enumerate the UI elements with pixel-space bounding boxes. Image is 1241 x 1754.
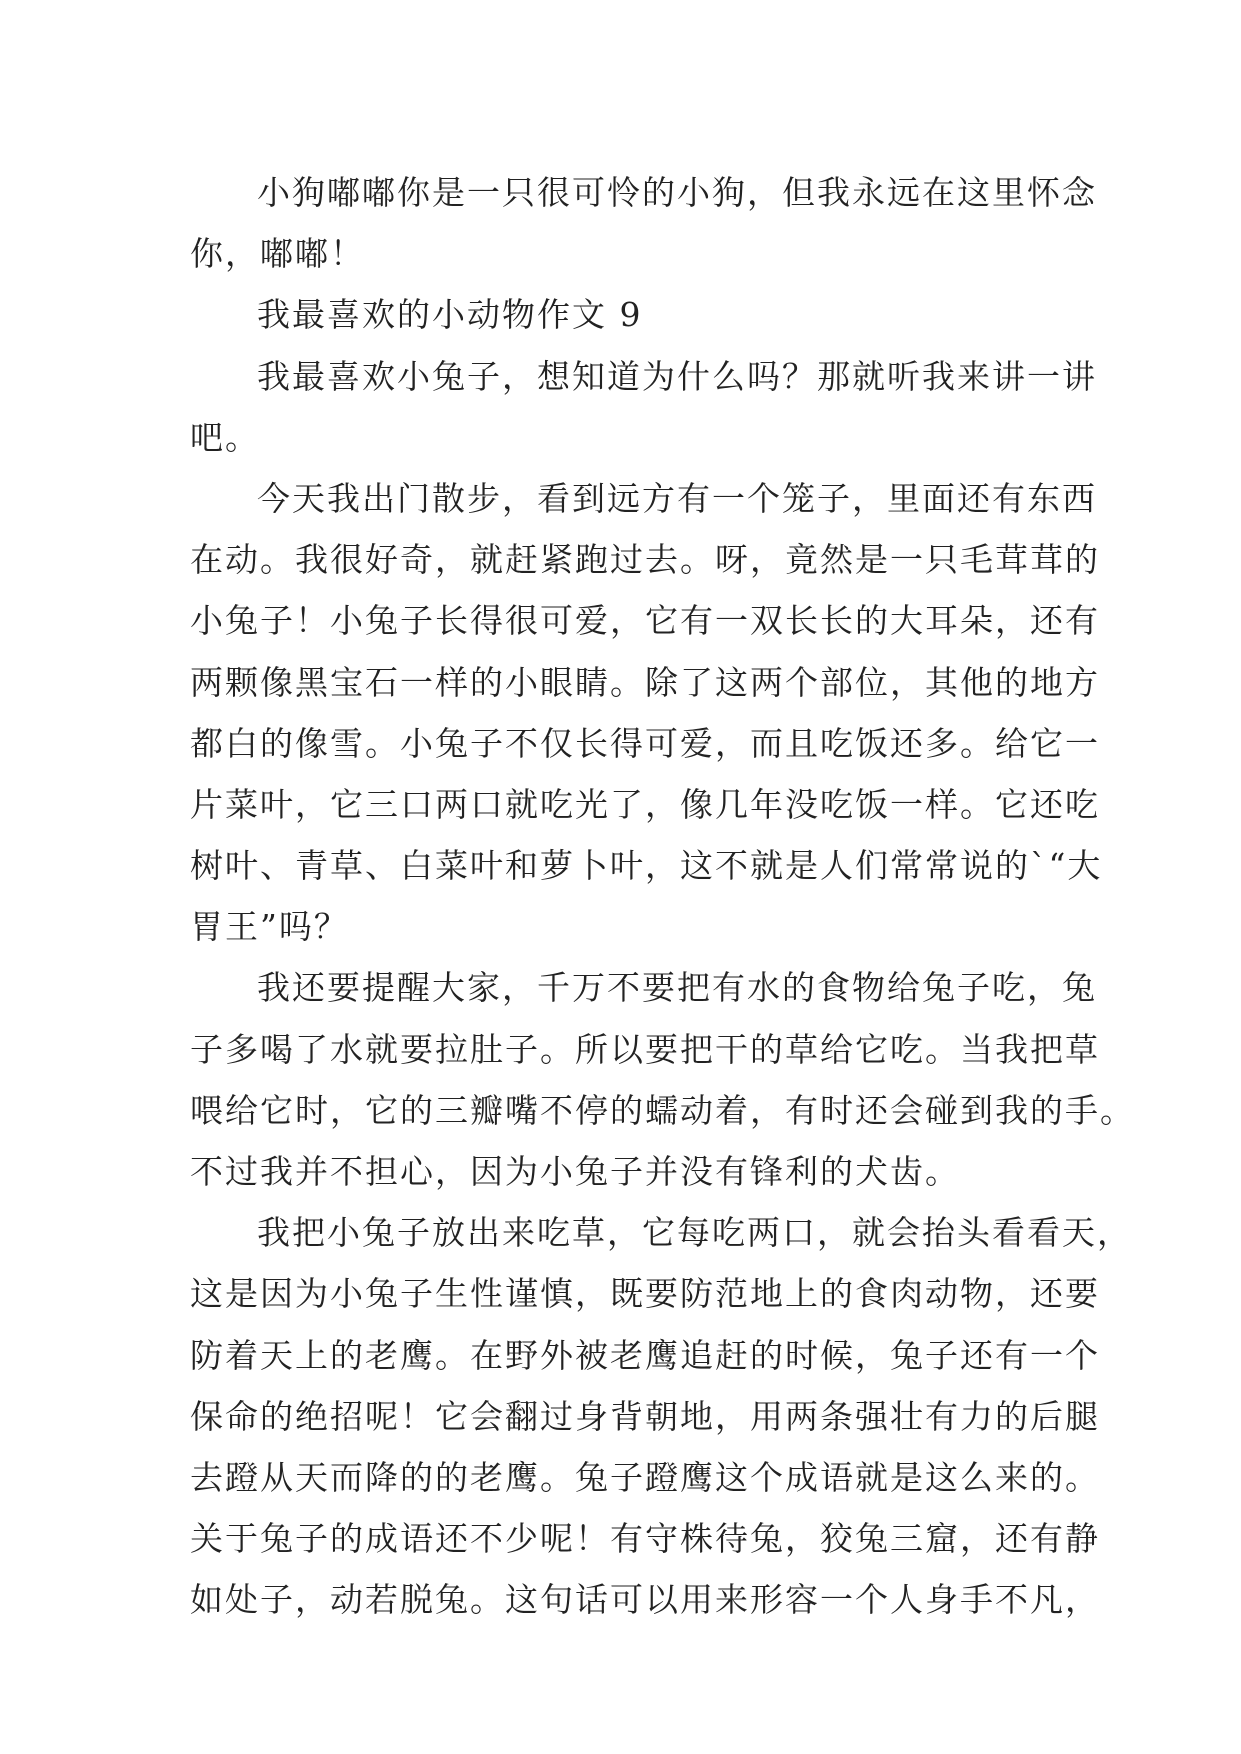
text-line: 喂给它时，它的三瓣嘴不停的蠕动着，有时还会碰到我的手。: [190, 1090, 1135, 1130]
text-line: 关于兔子的成语还不少呢！有守株待兔，狡兔三窟，还有静: [190, 1519, 1100, 1559]
text-line: 子多喝了水就要拉肚子。所以要把干的草给它吃。当我把草: [190, 1029, 1100, 1069]
text-line: 我把小兔子放出来吃草，它每吃两口，就会抬头看看天，: [257, 1213, 1132, 1253]
text-line: 今天我出门散步，看到远方有一个笼子，里面还有东西: [257, 478, 1097, 518]
text-line: 不过我并不担心，因为小兔子并没有锋利的犬齿。: [190, 1152, 960, 1191]
document-page: [190, 162, 1135, 1631]
text-line: 这是因为小兔子生性谨慎，既要防范地上的食肉动物，还要: [190, 1274, 1100, 1314]
text-line: 小兔子！小兔子长得很可爱，它有一双长长的大耳朵，还有: [190, 601, 1100, 641]
text-line: 保命的绝招呢！它会翻过身背朝地，用两条强壮有力的后腿: [190, 1396, 1100, 1436]
text-line: 小狗嘟嘟你是一只很可怜的小狗，但我永远在这里怀念: [257, 173, 1097, 212]
text-line: 防着天上的老鹰。在野外被老鹰追赶的时候，兔子还有一个: [190, 1335, 1100, 1375]
text-line: 在动。我很好奇，就赶紧跑过去。呀，竟然是一只毛茸茸的: [190, 540, 1100, 580]
text-line: 去蹬从天而降的的老鹰。兔子蹬鹰这个成语就是这么来的。: [190, 1457, 1100, 1497]
text-line: 你，嘟嘟！: [190, 234, 365, 274]
text-line: 都白的像雪。小兔子不仅长得可爱，而且吃饭还多。给它一: [190, 723, 1100, 763]
section-heading: 我最喜欢的小动物作文 9: [257, 295, 643, 335]
text-line: 我最喜欢小兔子，想知道为什么吗？那就听我来讲一讲: [257, 356, 1097, 396]
text-line: 如处子，动若脱兔。这句话可以用来形容一个人身手不凡，: [190, 1580, 1100, 1620]
text-line: 两颗像黑宝石一样的小眼睛。除了这两个部位，其他的地方: [190, 662, 1100, 702]
text-line: 胃王”吗？: [190, 907, 349, 947]
text-line: 我还要提醒大家，千万不要把有水的食物给兔子吃，兔: [257, 968, 1097, 1008]
text-line: 吧。: [190, 417, 260, 457]
text-line: 片菜叶，它三口两口就吃光了，像几年没吃饭一样。它还吃: [190, 784, 1100, 824]
text-line: 树叶、青草、白菜叶和萝卜叶，这不就是人们常常说的`“大: [190, 846, 1103, 886]
